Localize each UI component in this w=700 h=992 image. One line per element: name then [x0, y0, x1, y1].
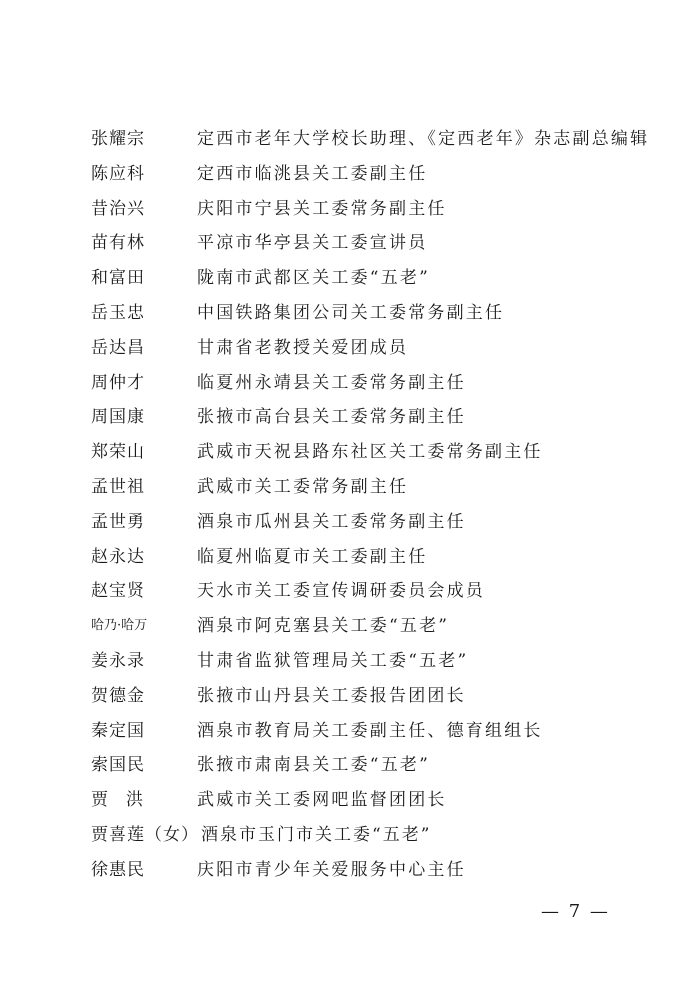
- list-item: [91, 296, 651, 331]
- person-role: 临夏州永靖县关工委常务副主任: [197, 372, 466, 393]
- person-role: 临夏州临夏市关工委副主任: [197, 546, 428, 567]
- list-item: [91, 540, 651, 575]
- person-role: 天水市关工委宣传调研委员会成员: [197, 581, 485, 602]
- person-role: 张掖市山丹县关工委报告团团长: [197, 685, 466, 706]
- list-item: [91, 226, 651, 261]
- person-name: 郑荣山: [91, 442, 145, 463]
- person-role: 庆阳市宁县关工委常务副主任: [197, 198, 447, 219]
- person-role: 武威市关工委网吧监督团团长: [197, 790, 447, 811]
- person-role: 酒泉市阿克塞县关工委“五老”: [197, 616, 450, 637]
- list-item: [91, 818, 651, 853]
- person-role: 武威市天祝县路东社区关工委常务副主任: [197, 442, 543, 463]
- person-name: 姜永录: [91, 650, 145, 671]
- person-role: 平凉市华亭县关工委宣讲员: [197, 233, 428, 254]
- list-item: [91, 331, 651, 366]
- person-name: 哈乃·哈万: [91, 618, 148, 634]
- list-item: [91, 679, 651, 714]
- list-item: [91, 714, 651, 749]
- person-name: 岳玉忠: [91, 302, 145, 323]
- person-role: 张掖市肃南县关工委“五老”: [197, 755, 430, 776]
- list-item: [91, 505, 651, 540]
- person-name: 苗有林: [91, 233, 145, 254]
- list-item: [91, 366, 651, 401]
- person-name: 秦定国: [91, 720, 145, 741]
- person-role: 武威市关工委常务副主任: [197, 476, 409, 497]
- person-role: 定西市临洮县关工委副主任: [197, 163, 428, 184]
- person-role: 甘肃省老教授关爱团成员: [197, 337, 409, 358]
- list-item: [91, 470, 651, 505]
- person-role: 甘肃省监狱管理局关工委“五老”: [197, 650, 469, 671]
- person-name: 索国民: [91, 755, 145, 776]
- list-item: [91, 435, 651, 470]
- person-role: 中国铁路集团公司关工委常务副主任: [197, 302, 505, 323]
- person-name: 贺德金: [91, 685, 145, 706]
- person-role: 酒泉市玉门市关工委“五老”: [201, 824, 432, 845]
- person-name: 岳达昌: [91, 337, 145, 358]
- person-name: 赵宝贤: [91, 581, 145, 602]
- person-name: 孟世勇: [91, 511, 145, 532]
- list-item: [91, 122, 651, 157]
- person-name: 张耀宗: [91, 129, 145, 149]
- list-item: [91, 192, 651, 227]
- person-name: 徐惠民: [91, 859, 145, 880]
- list-item: [91, 261, 651, 296]
- person-role: 陇南市武都区关工委“五老”: [197, 268, 430, 289]
- list-item: [91, 644, 651, 679]
- person-role: 庆阳市青少年关爱服务中心主任: [197, 859, 466, 880]
- person-name: 赵永达: [91, 546, 145, 567]
- person-name: 孟世祖: [91, 476, 145, 497]
- person-name: 昔治兴: [91, 198, 145, 219]
- list-item: [91, 157, 651, 192]
- list-item: [91, 574, 651, 609]
- person-role: 张掖市高台县关工委常务副主任: [197, 407, 466, 428]
- list-item: [91, 853, 651, 888]
- person-role: 酒泉市瓜州县关工委常务副主任: [197, 511, 466, 532]
- person-role: 酒泉市教育局关工委副主任、德育组组长: [197, 720, 543, 741]
- list-item: [91, 609, 651, 644]
- person-name: 陈应科: [91, 163, 145, 184]
- list-item: [91, 400, 651, 435]
- person-name: 周国康: [91, 407, 145, 428]
- person-name: 周仲才: [91, 372, 145, 393]
- page-number: — 7 —: [541, 901, 610, 922]
- person-name: 贾洪: [91, 790, 161, 811]
- honoree-list: [91, 122, 651, 888]
- person-name: 贾喜莲（女）: [91, 824, 199, 845]
- list-item: [91, 783, 651, 818]
- list-item: [91, 748, 651, 783]
- person-role: 定西市老年大学校长助理、《定西老年》杂志副总编辑: [197, 129, 650, 149]
- person-name: 和富田: [91, 268, 145, 289]
